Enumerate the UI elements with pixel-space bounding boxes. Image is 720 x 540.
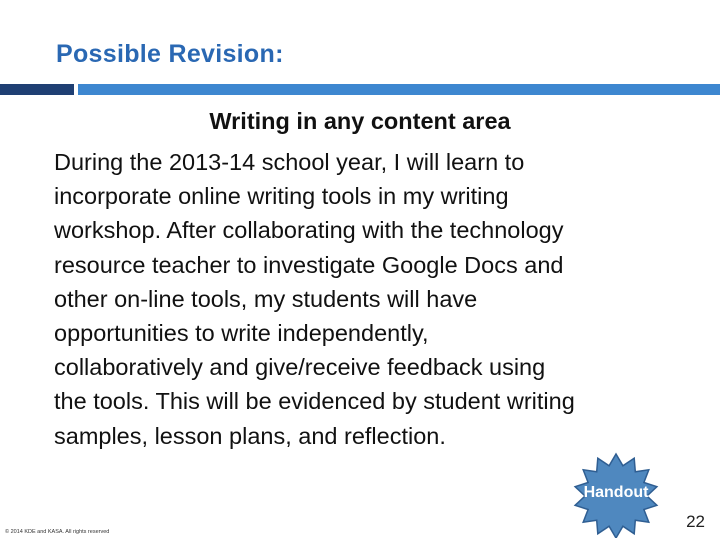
slide-title: Possible Revision: [56, 40, 284, 68]
title-rule-light [78, 84, 720, 95]
body-line: collaboratively and give/receive feedback using [54, 354, 546, 381]
slide-subheading: Writing in any content area [209, 108, 511, 134]
body-line: workshop. After collaborating with the technology [54, 217, 564, 244]
body-line: other on-line tools, my students will have [54, 285, 478, 312]
slide-body-text [54, 145, 714, 453]
body-line: incorporate online writing tools in my writing [54, 183, 509, 210]
body-line: the tools. This will be evidenced by student writing [54, 388, 575, 415]
body-line: resource teacher to investigate Google Docs and [54, 251, 564, 278]
body-line: opportunities to write independently, [54, 320, 429, 347]
handout-label: Handout [583, 484, 649, 501]
body-line: During the 2013-14 school year, I will learn to [54, 149, 525, 175]
title-rule-dark [0, 84, 74, 95]
handout-badge[interactable] [567, 452, 665, 538]
page-number: 22 [686, 512, 705, 531]
copyright-notice: © 2014 KDE and KASA. All rights reserved [5, 529, 110, 535]
body-line: samples, lesson plans, and reflection. [54, 422, 446, 449]
